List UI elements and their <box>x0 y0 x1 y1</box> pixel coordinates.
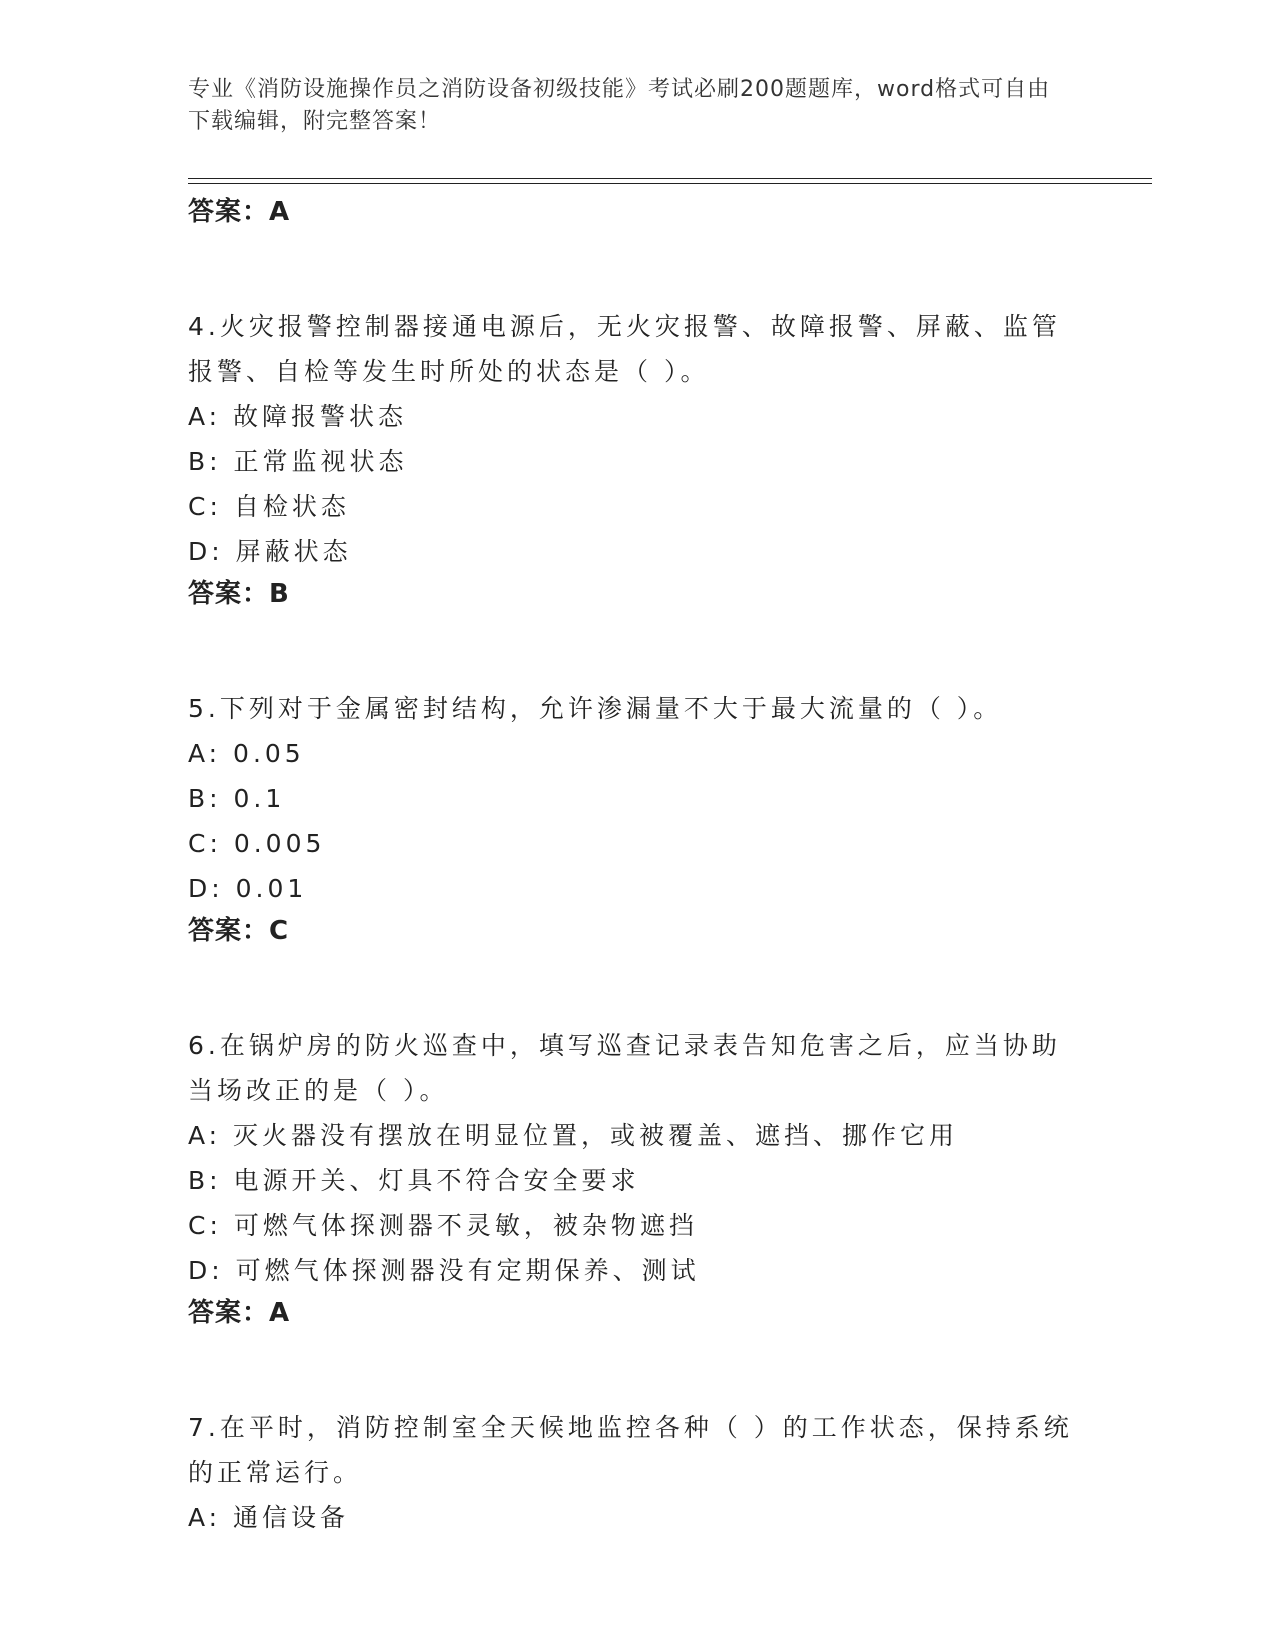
answer-label: 答案：A <box>188 1298 291 1328</box>
option-a: A: 通信设备 <box>188 1503 350 1532</box>
question-block <box>188 1405 1088 1540</box>
answer-label: 答案：B <box>188 579 290 609</box>
question-block <box>188 686 1088 951</box>
option-a: A: 0.05 <box>188 739 305 768</box>
option-a: A: 故障报警状态 <box>188 402 408 431</box>
question-stem: 6.在锅炉房的防火巡查中，填写巡查记录表告知危害之后，应当协助当场改正的是（ ）。 <box>188 1031 1061 1105</box>
answer-label: 答案：C <box>188 916 290 946</box>
page-header: 专业《消防设施操作员之消防设备初级技能》考试必刷200题题库，word格式可自由下载编辑，附完整答案！ <box>188 77 1051 134</box>
option-b: B: 电源开关、灯具不符合安全要求 <box>188 1166 640 1195</box>
option-b: B: 0.1 <box>188 784 286 813</box>
option-c: C: 可燃气体探测器不灵敏，被杂物遮挡 <box>188 1211 698 1240</box>
question-stem: 7.在平时，消防控制室全天候地监控各种（ ）的工作状态，保持系统的正常运行。 <box>188 1413 1073 1487</box>
question-block <box>188 304 1088 614</box>
question-block <box>188 1023 1088 1333</box>
option-a: A: 灭火器没有摆放在明显位置，或被覆盖、遮挡、挪作它用 <box>188 1121 959 1150</box>
header-divider <box>188 178 1152 179</box>
option-d: D: 可燃气体探测器没有定期保养、测试 <box>188 1256 700 1285</box>
option-b: B: 正常监视状态 <box>188 447 408 476</box>
question-stem: 5.下列对于金属密封结构，允许渗漏量不大于最大流量的（ ）。 <box>188 694 1003 723</box>
answer-label: 答案：A <box>188 197 291 227</box>
option-d: D: 屏蔽状态 <box>188 537 352 566</box>
option-c: C: 0.005 <box>188 829 326 858</box>
question-content <box>188 192 1088 1540</box>
header-divider-second <box>188 183 1152 184</box>
option-c: C: 自检状态 <box>188 492 350 521</box>
question-stem: 4.火灾报警控制器接通电源后，无火灾报警、故障报警、屏蔽、监管报警、自检等发生时所处的状态是（ ）。 <box>188 312 1061 386</box>
option-d: D: 0.01 <box>188 874 308 903</box>
